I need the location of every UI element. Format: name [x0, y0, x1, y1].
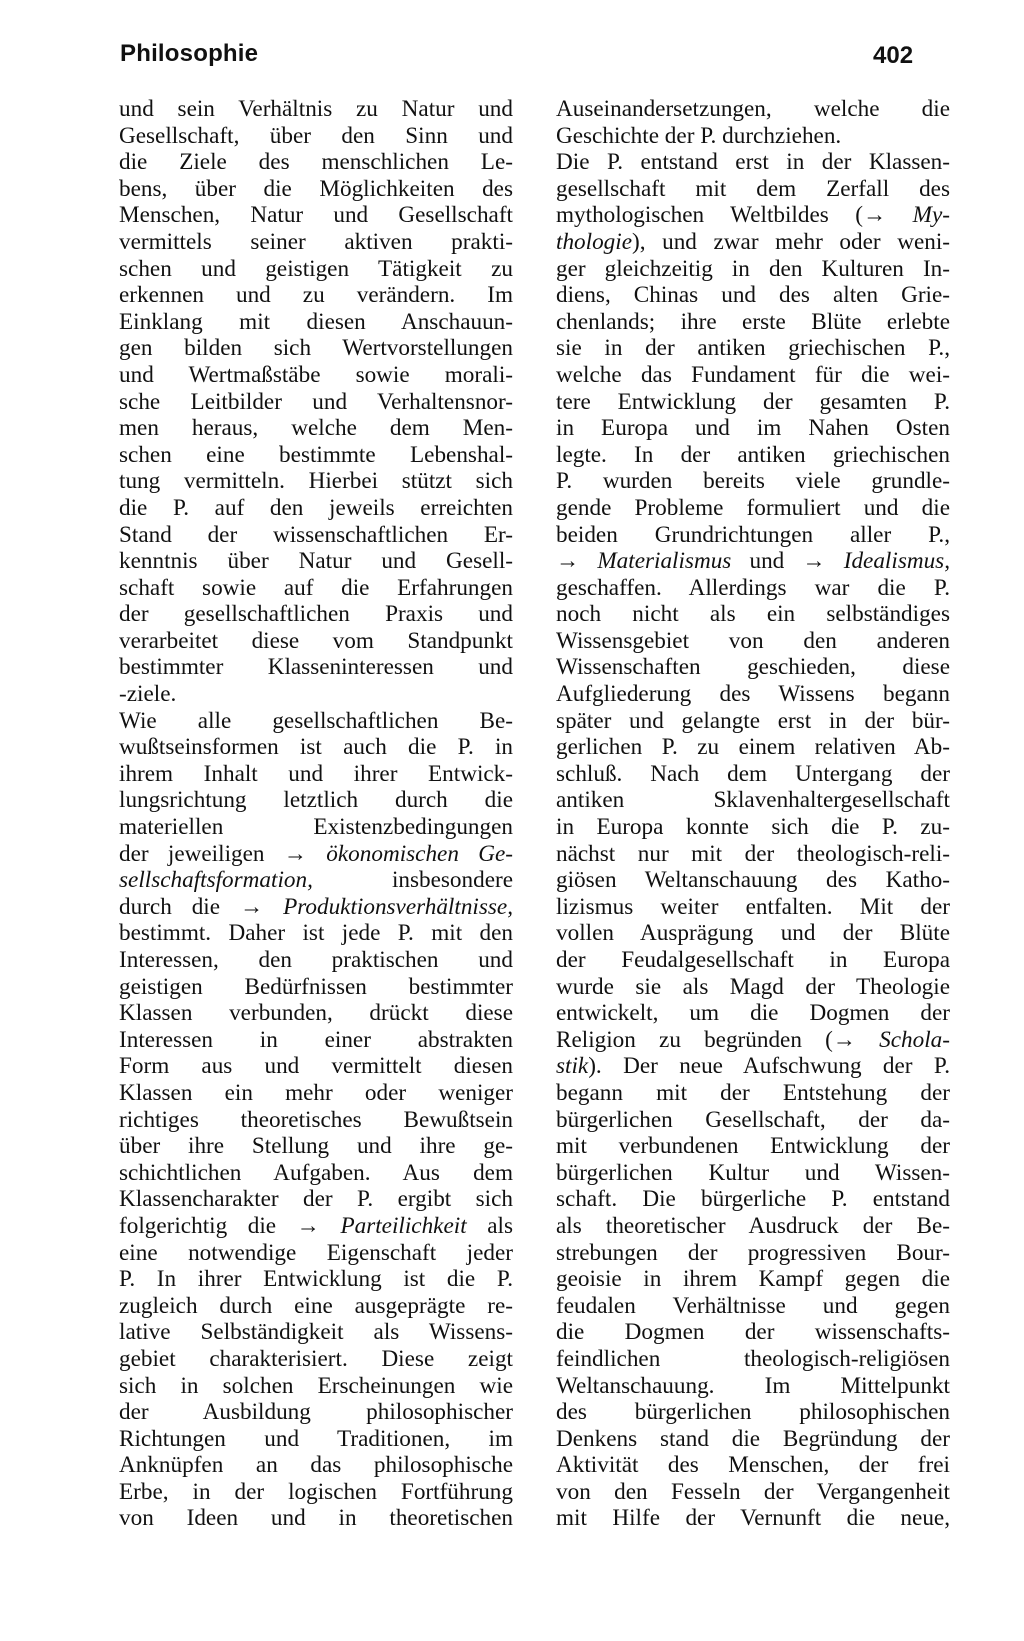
text-line [119, 681, 513, 708]
cross-reference-term: Produktionsverhältnisse, [283, 893, 513, 920]
text-line [556, 761, 950, 788]
text-segment: Einklang mit diesen Anschauun- [119, 308, 513, 335]
text-line [556, 814, 950, 841]
text-line [119, 1479, 513, 1506]
text-segment: als theoretischer Ausdruck der Be- [556, 1212, 950, 1239]
text-line [119, 202, 513, 229]
text-line [556, 575, 950, 602]
cross-reference-term: stik [556, 1053, 589, 1080]
text-segment: sich in solchen Erscheinungen wie [119, 1372, 513, 1399]
text-line [119, 389, 513, 416]
text-line [556, 202, 950, 229]
text-line [119, 176, 513, 203]
text-line [556, 1027, 950, 1054]
text-line [556, 149, 950, 176]
text-line [119, 1452, 513, 1479]
text-line [119, 149, 513, 176]
text-line [556, 362, 950, 389]
text-segment: noch nicht als ein selbständiges [556, 601, 950, 628]
text-segment: bestimmt. Daher ist jede P. mit den [119, 920, 513, 947]
text-line [556, 548, 950, 575]
text-line [119, 1160, 513, 1187]
text-line [556, 335, 950, 362]
text-segment: verarbeitet diese vom Standpunkt [119, 627, 513, 654]
text-line [119, 123, 513, 150]
text-segment: Gesellschaft, über den Sinn und [119, 122, 513, 149]
text-segment: die Ziele des menschlichen Le- [119, 149, 513, 176]
text-segment: begann mit der Entstehung der [556, 1079, 950, 1106]
text-segment: Form aus und vermittelt diesen [119, 1053, 513, 1080]
text-line [556, 601, 950, 628]
text-segment: ihrem Inhalt und ihrer Entwick- [119, 760, 513, 787]
text-segment: mythologischen Weltbildes (→ [556, 202, 913, 229]
text-segment: -ziele. [119, 681, 177, 708]
text-line [119, 362, 513, 389]
text-segment: gen bilden sich Wertvorstellungen [119, 335, 513, 362]
text-segment: Aufgliederung des Wissens begann [556, 681, 950, 708]
text-column-left [119, 96, 513, 1532]
text-segment: Religion zu begründen (→ [556, 1026, 880, 1053]
text-line [556, 974, 950, 1001]
text-segment: Geschichte der P. durchziehen. [556, 122, 842, 149]
text-segment: bürgerlichen Kultur und Wissen- [556, 1159, 950, 1186]
text-line [119, 468, 513, 495]
text-segment: sche Leitbilder und Verhaltensnor- [119, 388, 513, 415]
text-segment: entwickelt, um die Dogmen der [556, 1000, 950, 1027]
text-line [119, 1240, 513, 1267]
text-column-right [556, 96, 950, 1532]
text-line [556, 1213, 950, 1240]
text-line [119, 734, 513, 761]
text-line [119, 1080, 513, 1107]
text-segment: gende Probleme formuliert und die [556, 494, 950, 521]
cross-reference-term: My- [912, 202, 950, 229]
text-line [556, 415, 950, 442]
text-segment: feudalen Verhältnisse und gegen [556, 1292, 950, 1319]
text-segment: des bürgerlichen philosophischen [556, 1399, 950, 1426]
text-line [556, 1479, 950, 1506]
text-line [556, 1000, 950, 1027]
text-line [119, 415, 513, 442]
text-segment: wußtseinsformen ist auch die P. in [119, 734, 513, 761]
text-segment: insbesondere [312, 867, 513, 894]
text-segment: vermittels seiner aktiven prakti- [119, 228, 513, 255]
text-line [119, 814, 513, 841]
text-segment: wurde sie als Magd der Theologie [556, 973, 950, 1000]
text-segment: geschaffen. Allerdings war die P. [556, 574, 950, 601]
text-segment: bens, über die Möglichkeiten des [119, 175, 513, 202]
text-line [119, 1186, 513, 1213]
text-line [119, 1266, 513, 1293]
text-line [556, 1346, 950, 1373]
text-line [119, 96, 513, 123]
text-segment: und sein Verhältnis zu Natur und [119, 96, 513, 122]
text-segment: der gesellschaftlichen Praxis und [119, 601, 513, 628]
text-segment: der jeweiligen → [119, 840, 327, 867]
text-segment: schaft sowie auf die Erfahrungen [119, 574, 513, 601]
text-segment: gebiet charakterisiert. Diese zeigt [119, 1345, 513, 1372]
text-line [556, 229, 950, 256]
text-line [119, 920, 513, 947]
text-segment: Richtungen und Traditionen, im [119, 1425, 513, 1452]
text-segment: lungsrichtung letztlich durch die [119, 787, 513, 814]
text-segment: über ihre Stellung und ihre ge- [119, 1133, 513, 1160]
text-segment: Klassen ein mehr oder weniger [119, 1079, 513, 1106]
text-line [556, 282, 950, 309]
text-line [119, 1000, 513, 1027]
cross-reference-term: thologie [556, 228, 632, 255]
text-segment: Anknüpfen an das philosophische [119, 1452, 513, 1479]
cross-reference-term: sellschaftsformation, [119, 867, 313, 894]
text-segment: folgerichtig die → [119, 1212, 341, 1239]
text-segment: Auseinandersetzungen, welche die [556, 96, 950, 122]
text-line [119, 1027, 513, 1054]
text-segment: Wissenschaften geschieden, diese [556, 654, 950, 681]
text-line [556, 256, 950, 283]
text-segment: mit Hilfe der Vernunft die neue, [556, 1505, 950, 1532]
text-segment: Weltanschauung. Im Mittelpunkt [556, 1372, 950, 1399]
text-line [119, 1319, 513, 1346]
text-segment: P. wurden bereits viele grundle- [556, 468, 950, 495]
text-line [556, 1373, 950, 1400]
text-segment: vollen Ausprägung und der Blüte [556, 920, 950, 947]
page-number: 402 [873, 42, 914, 69]
text-line [556, 1107, 950, 1134]
text-segment: durch die → [119, 893, 284, 920]
text-line [556, 1426, 950, 1453]
text-segment: Stand der wissenschaftlichen Er- [119, 521, 513, 548]
text-segment: geistigen Bedürfnissen bestimmter [119, 973, 513, 1000]
text-segment: Klassencharakter der P. ergibt sich [119, 1186, 513, 1213]
text-line [556, 522, 950, 549]
text-segment: gerlichen P. zu einem relativen Ab- [556, 734, 950, 761]
text-segment: materiellen Existenzbedingungen [119, 814, 513, 841]
text-line [556, 1160, 950, 1187]
text-line [556, 1080, 950, 1107]
text-segment: tere Entwicklung der gesamten P. [556, 388, 950, 415]
text-line [556, 1293, 950, 1320]
text-segment: von Ideen und in theoretischen [119, 1505, 513, 1532]
text-line [556, 1133, 950, 1160]
text-line [119, 708, 513, 735]
text-segment: P. In ihrer Entwicklung ist die P. [119, 1266, 513, 1293]
cross-reference-term: Idealismus, [843, 548, 950, 575]
text-segment: Menschen, Natur und Gesellschaft [119, 202, 513, 229]
text-segment: ), und zwar mehr oder weni- [632, 228, 950, 255]
text-line [556, 867, 950, 894]
text-segment: schaft. Die bürgerliche P. entstand [556, 1186, 950, 1213]
text-line [556, 1399, 950, 1426]
text-line [556, 894, 950, 921]
text-line [119, 1505, 513, 1532]
text-segment: kenntnis über Natur und Gesell- [119, 548, 513, 575]
text-line [556, 920, 950, 947]
text-line [119, 1399, 513, 1426]
text-line [556, 442, 950, 469]
text-segment: giösen Weltanschauung des Katho- [556, 867, 950, 894]
text-segment: Klassen verbunden, drückt diese [119, 1000, 513, 1027]
text-line [119, 1133, 513, 1160]
text-line [119, 282, 513, 309]
text-line [556, 1505, 950, 1532]
text-line [119, 229, 513, 256]
text-segment: chenlands; ihre erste Blüte erlebte [556, 308, 950, 335]
text-segment: Aktivität des Menschen, der frei [556, 1452, 950, 1479]
text-line [556, 1266, 950, 1293]
text-line [556, 947, 950, 974]
text-line [556, 1053, 950, 1080]
text-line [556, 389, 950, 416]
text-segment: beiden Grundrichtungen aller P., [556, 521, 950, 548]
text-line [119, 894, 513, 921]
text-segment: Interessen, den praktischen und [119, 947, 513, 973]
cross-reference-term: Parteilichkeit [340, 1212, 467, 1239]
text-line [119, 309, 513, 336]
text-line [556, 1452, 950, 1479]
text-line [556, 734, 950, 761]
text-segment: tung vermitteln. Hierbei stützt sich [119, 468, 513, 495]
text-segment: in Europa konnte sich die P. zu- [556, 814, 950, 841]
text-segment: strebungen der progressiven Bour- [556, 1239, 950, 1266]
text-line [119, 1346, 513, 1373]
text-line [556, 1319, 950, 1346]
text-segment: men heraus, welche dem Men- [119, 415, 513, 442]
text-line [119, 761, 513, 788]
text-line [119, 522, 513, 549]
text-line [119, 601, 513, 628]
text-segment: ). Der neue Aufschwung der P. [588, 1053, 950, 1080]
cross-reference-term: Schola- [879, 1026, 950, 1053]
text-line [119, 1293, 513, 1320]
text-line [556, 708, 950, 735]
cross-reference-term: ökonomischen Ge- [326, 840, 513, 867]
text-line [119, 1373, 513, 1400]
text-segment: später und gelangte erst in der bür- [556, 707, 950, 734]
page-header-title: Philosophie [120, 40, 259, 67]
text-line [556, 495, 950, 522]
text-segment: Wissensgebiet von den anderen [556, 627, 950, 654]
text-line [119, 256, 513, 283]
text-line [119, 548, 513, 575]
text-segment: Die P. entstand erst in der Klassen- [556, 149, 950, 176]
text-segment: lizismus weiter entfalten. Mit der [556, 893, 950, 920]
text-segment: nächst nur mit der theologisch-reli- [556, 840, 950, 867]
text-segment: Wie alle gesellschaftlichen Be- [119, 707, 513, 734]
text-line [556, 176, 950, 203]
cross-reference-term: Materialismus [597, 548, 732, 575]
text-segment: von den Fesseln der Vergangenheit [556, 1478, 950, 1505]
text-line [556, 1186, 950, 1213]
text-line [119, 841, 513, 868]
text-line [556, 96, 950, 123]
text-segment: Interessen in einer abstrakten [119, 1026, 513, 1053]
text-line [119, 654, 513, 681]
text-line [119, 335, 513, 362]
text-segment: lative Selbständigkeit als Wissens- [119, 1319, 513, 1346]
text-segment: in Europa und im Nahen Osten [556, 415, 950, 442]
text-line [556, 628, 950, 655]
text-segment: die Dogmen der wissenschafts- [556, 1319, 950, 1346]
text-line [556, 654, 950, 681]
text-line [119, 495, 513, 522]
text-line [119, 1213, 513, 1240]
text-segment: bürgerlichen Gesellschaft, der da- [556, 1106, 950, 1133]
text-segment: schluß. Nach dem Untergang der [556, 760, 950, 787]
text-segment: Denkens stand die Begründung der [556, 1425, 950, 1452]
text-segment: zugleich durch eine ausgeprägte re- [119, 1292, 513, 1319]
text-segment: erkennen und zu verändern. Im [119, 282, 513, 309]
text-segment: eine notwendige Eigenschaft jeder [119, 1239, 513, 1266]
text-segment: als [466, 1212, 513, 1239]
text-line [556, 123, 950, 150]
text-segment: die P. auf den jeweils erreichten [119, 494, 513, 521]
text-line [119, 628, 513, 655]
text-segment: der Ausbildung philosophischer [119, 1399, 513, 1426]
text-segment: und → [731, 548, 844, 575]
text-line [556, 468, 950, 495]
text-segment: bestimmter Klasseninteressen und [119, 654, 513, 681]
text-segment: geoisie in ihrem Kampf gegen die [556, 1266, 950, 1293]
text-line [556, 841, 950, 868]
text-line [119, 575, 513, 602]
text-segment: welche das Fundament für die wei- [556, 361, 950, 388]
text-line [119, 1426, 513, 1453]
text-segment: Erbe, in der logischen Fortführung [119, 1478, 513, 1505]
text-line [119, 974, 513, 1001]
text-segment: und Wertmaßstäbe sowie morali- [119, 361, 513, 388]
text-segment: richtiges theoretisches Bewußtsein [119, 1106, 513, 1133]
text-segment: antiken Sklavenhaltergesellschaft [556, 787, 950, 814]
text-line [556, 309, 950, 336]
text-segment: diens, Chinas und des alten Grie- [556, 282, 950, 309]
text-segment: mit verbundenen Entwicklung der [556, 1133, 950, 1160]
text-line [556, 1240, 950, 1267]
text-segment: ger gleichzeitig in den Kulturen In- [556, 255, 950, 282]
text-segment: feindlichen theologisch-religiösen [556, 1345, 950, 1372]
text-segment: schen und geistigen Tätigkeit zu [119, 255, 513, 282]
text-segment: legte. In der antiken griechischen [556, 441, 950, 468]
text-line [556, 681, 950, 708]
text-line [119, 867, 513, 894]
text-line [556, 787, 950, 814]
text-line [119, 947, 513, 974]
text-segment: schichtlichen Aufgaben. Aus dem [119, 1159, 513, 1186]
text-line [119, 442, 513, 469]
text-segment: sie in der antiken griechischen P., [556, 335, 950, 362]
text-segment: schen eine bestimmte Lebenshal- [119, 441, 513, 468]
text-segment: gesellschaft mit dem Zerfall des [556, 175, 950, 202]
text-line [119, 787, 513, 814]
text-line [119, 1053, 513, 1080]
text-segment: der Feudalgesellschaft in Europa [556, 947, 950, 973]
text-line [119, 1107, 513, 1134]
text-segment: → [556, 548, 598, 575]
